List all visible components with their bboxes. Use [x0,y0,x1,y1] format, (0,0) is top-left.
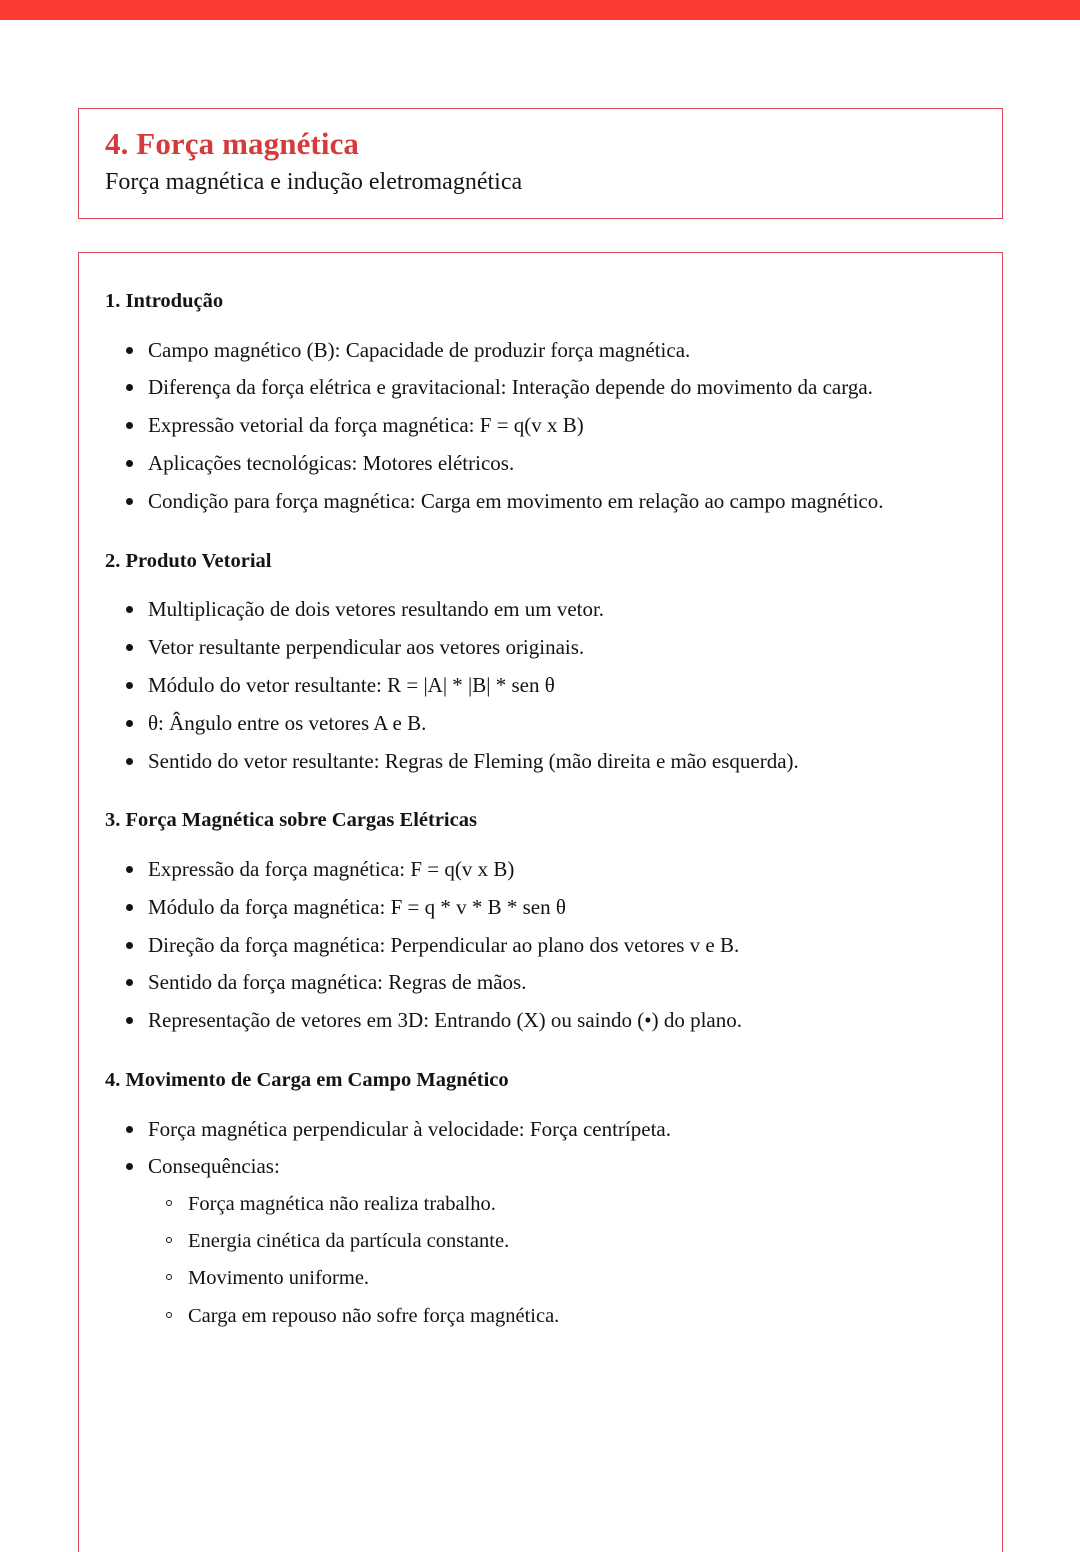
list-item-text: Expressão da força magnética: F = q(v x B) [148,856,515,881]
bullet-dot-icon [126,866,133,873]
bullet-dot-icon [126,1017,133,1024]
top-accent-bar [0,0,1080,20]
bullet-list [105,855,972,1036]
sub-list-item [148,1302,972,1331]
section-heading: 2. Produto Vetorial [105,549,272,572]
list-item-text: Representação de vetores em 3D: Entrando (X) ou saindo (•) do plano. [148,1008,742,1033]
list-item [105,931,972,961]
bullet-dot-icon [126,1126,133,1133]
bullet-dot-icon [126,904,133,911]
sub-list-item [148,1227,972,1256]
list-item-text: Consequências: [148,1154,280,1179]
section-1 [105,289,972,517]
list-item [105,1115,972,1145]
section-heading: 3. Força Magnética sobre Cargas Elétricas [105,809,477,832]
list-item-text: Expressão vetorial da força magnética: F = q(v x B) [148,413,584,438]
list-item-text: Condição para força magnética: Carga em movimento em relação ao campo magnético. [148,488,884,513]
list-item-text: Aplicações tecnológicas: Motores elétricos. [148,451,515,476]
bullet-dot-icon [126,347,133,354]
list-item-text: Multiplicação de dois vetores resultando em um vetor. [148,597,605,622]
sub-list-item [148,1190,972,1219]
list-item [105,487,972,517]
bullet-list [105,336,972,517]
section-spacer [105,798,972,808]
list-item [105,373,972,403]
bullet-circle-icon [166,1312,172,1318]
document-content-box [78,252,1003,1552]
bullet-dot-icon [126,384,133,391]
sub-list-item-text: Energia cinética da partícula constante. [188,1230,510,1253]
sub-list-item-text: Carga em repouso não sofre força magnética. [188,1304,560,1327]
list-item [105,671,972,701]
bullet-dot-icon [126,422,133,429]
bullet-dot-icon [126,758,133,765]
section-heading: 4. Movimento de Carga em Campo Magnético [105,1068,509,1091]
bullet-dot-icon [126,682,133,689]
sub-list-item [148,1264,972,1293]
list-item [105,968,972,998]
list-item [105,855,972,885]
section-spacer [105,1058,972,1068]
bullet-circle-icon [166,1274,172,1280]
list-item [105,893,972,923]
page-title: 4. Força magnética [105,126,360,161]
list-item [105,336,972,366]
document-page [0,20,1080,1528]
sub-list-item-text: Força magnética não realiza trabalho. [188,1193,496,1216]
list-item [105,449,972,479]
list-item-text: Força magnética perpendicular à velocidade: Força centrípeta. [148,1116,671,1141]
bullet-dot-icon [126,720,133,727]
list-item-text: Módulo da força magnética: F = q * v * B * sen θ [148,894,566,919]
list-item [105,709,972,739]
section-2 [105,549,972,777]
list-item [105,1006,972,1036]
section-4 [105,1068,972,1331]
list-item-text: Diferença da força elétrica e gravitacional: Interação depende do movimento da carga. [148,375,873,400]
section-heading: 1. Introdução [105,290,224,312]
sub-list-item-text: Movimento uniforme. [188,1267,370,1290]
page-subtitle: Força magnética e indução eletromagnética [105,168,523,195]
bullet-dot-icon [126,606,133,613]
list-item-text: Módulo do vetor resultante: R = |A| * |B| * sen θ [148,672,555,697]
bullet-dot-icon [126,498,133,505]
bullet-list [105,595,972,776]
section-spacer [105,539,972,549]
sub-bullet-list [148,1190,972,1330]
document-header-box [78,108,1003,219]
list-item-text: θ: Ângulo entre os vetores A e B. [148,710,427,735]
list-item [105,747,972,777]
list-item [105,595,972,625]
list-item [105,633,972,663]
bullet-dot-icon [126,460,133,467]
bullet-dot-icon [126,942,133,949]
list-item-text: Sentido da força magnética: Regras de mãos. [148,970,527,995]
bullet-dot-icon [126,979,133,986]
bullet-list [105,1115,972,1331]
list-item-text: Campo magnético (B): Capacidade de produzir força magnética. [148,337,691,362]
bullet-circle-icon [166,1237,172,1243]
list-item [105,411,972,441]
section-3 [105,808,972,1036]
bullet-dot-icon [126,644,133,651]
list-item [105,1152,972,1330]
list-item-text: Vetor resultante perpendicular aos vetores originais. [148,635,585,660]
list-item-text: Direção da força magnética: Perpendicular ao plano dos vetores v e B. [148,932,740,957]
list-item-text: Sentido do vetor resultante: Regras de Fleming (mão direita e mão esquerda). [148,748,799,773]
bullet-dot-icon [126,1163,133,1170]
bullet-circle-icon [166,1200,172,1206]
